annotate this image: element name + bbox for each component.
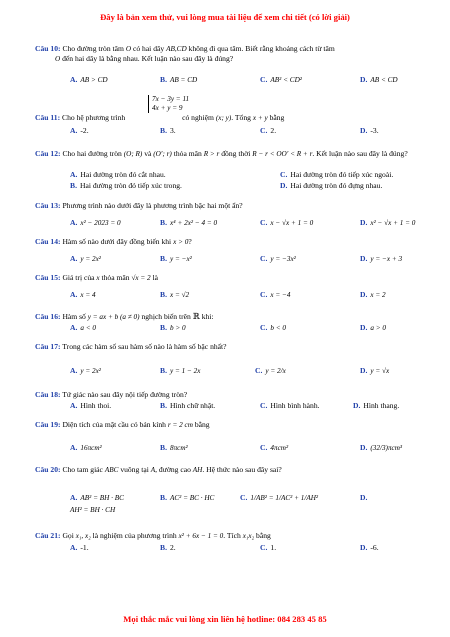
question-text: Giá trị của (62, 273, 95, 282)
question-text: không đi qua tâm. Biết rằng khoảng cách từ tâm (188, 44, 335, 53)
question-text: , đường cao (155, 465, 191, 474)
math-expr: x² + 6x − 1 = 0 (178, 532, 224, 540)
question-11 (35, 95, 435, 135)
option-d[interactable]: D. Hình thang. (353, 401, 400, 410)
option-a[interactable]: A. AB² = BH · BC (70, 493, 124, 502)
question-text: . Tổng (231, 113, 251, 122)
option-c[interactable]: C. Hai đường tròn đó tiếp xúc ngoài. (280, 170, 394, 179)
math-expr: (x; y) (215, 114, 232, 122)
hotline-notice: Mọi thắc mắc vui lòng xin liên hệ hotline: 084 283 45 85 (123, 614, 327, 624)
question-text: bằng (269, 113, 285, 122)
math-expr: R − r < OO′ < R + r (252, 150, 313, 158)
question-17 (35, 342, 435, 375)
option-a[interactable]: A. Hình thoi. (70, 401, 112, 410)
question-text: đến hai dây là bằng nhau. Kết luận nào sau đây là đúng? (62, 54, 234, 63)
question-18 (35, 390, 435, 410)
question-text: Hàm số (62, 312, 86, 321)
math-expr: y = ax + b (a ≠ 0) (87, 313, 140, 321)
question-number: Câu 10: (35, 44, 61, 53)
option-b[interactable]: B. x = √2 (160, 290, 190, 299)
math-expr: A (150, 466, 156, 474)
option-d[interactable]: D. y = √x (360, 366, 390, 375)
question-text: thỏa mãn (101, 273, 130, 282)
math-expr: ℝ (192, 311, 200, 321)
question-13 (35, 201, 435, 227)
option-d-label[interactable]: D. (360, 493, 368, 502)
equation-system: 7x − 3y = 11 4x + y = 9 (148, 95, 189, 113)
math-expr: x₁, x₂ (75, 532, 91, 540)
option-a[interactable]: A. x = 4 (70, 290, 96, 299)
question-text: Hàm số nào dưới đây đồng biến khi (62, 237, 172, 246)
option-d[interactable]: D. a > 0 (360, 323, 387, 332)
question-16 (35, 311, 435, 332)
option-b[interactable]: B. AB = CD (160, 75, 198, 84)
option-b[interactable]: B. Hai đường tròn đó tiếp xúc trong. (70, 181, 182, 190)
question-text: . Hệ thức nào sau đây sai? (202, 465, 282, 474)
math-expr: (O′; r) (153, 150, 172, 158)
option-c[interactable]: C. 4πcm² (260, 443, 289, 452)
math-expr: O (125, 45, 132, 53)
question-number: Câu 21: (35, 531, 61, 540)
option-d[interactable]: D. x² − √x + 1 = 0 (360, 218, 416, 227)
option-d[interactable]: D. x = 2 (360, 290, 386, 299)
option-d[interactable]: AH² = BH · CH (70, 506, 116, 514)
question-text: đồng thời (221, 149, 251, 158)
option-a[interactable]: A. 16πcm² (70, 443, 102, 452)
option-a[interactable]: A. Hai đường tròn đó cắt nhau. (70, 170, 166, 179)
question-text: là (152, 273, 159, 282)
option-d[interactable]: D. -6. (360, 543, 379, 552)
option-d[interactable]: D. Hai đường tròn đó đựng nhau. (280, 181, 383, 190)
option-c[interactable]: C. 1. (260, 543, 277, 552)
option-d[interactable]: D. AB < CD (360, 75, 398, 84)
question-number: Câu 13: (35, 201, 61, 210)
option-c[interactable]: C. x − √x + 1 = 0 (260, 218, 314, 227)
question-text: Cho đường tròn tâm (62, 44, 124, 53)
question-text: . Kết luận nào sau đây là đúng? (312, 149, 408, 158)
question-14 (35, 237, 435, 263)
option-d[interactable]: D. (32/3)πcm³ (360, 443, 403, 452)
question-text: bằng (256, 531, 271, 540)
question-text: bằng (194, 420, 210, 429)
preview-notice: Đây là bản xem thử, vui lòng mua tài liệu để xem chi tiết (có lời giải) (100, 12, 350, 22)
option-c[interactable]: C. x = −4 (260, 290, 291, 299)
math-expr: AH (192, 466, 203, 474)
question-number: Câu 11: (35, 113, 61, 122)
option-b[interactable]: B. x⁴ + 2x² − 4 = 0 (160, 218, 218, 227)
question-number: Câu 15: (35, 273, 61, 282)
question-text: có nghiệm (182, 113, 214, 122)
option-a[interactable]: A. a < 0 (70, 323, 97, 332)
math-expr: x₁x₂ (242, 532, 255, 540)
option-b[interactable]: B. AC² = BC · HC (160, 493, 215, 502)
question-text: thỏa mãn (173, 149, 202, 158)
option-a[interactable]: A. -1. (70, 543, 89, 552)
option-a[interactable]: A. y = 2x² (70, 366, 101, 375)
question-15 (35, 273, 435, 299)
question-12 (35, 149, 435, 190)
question-21 (35, 531, 435, 552)
question-text: vuông tại (120, 465, 149, 474)
math-expr: x + y (252, 114, 268, 122)
question-number: Câu 20: (35, 465, 61, 474)
option-a[interactable]: A. -2. (70, 126, 89, 135)
math-expr: √x = 2 (131, 274, 151, 282)
option-d[interactable]: D. -3. (360, 126, 379, 135)
question-text: là nghiệm của phương trình (92, 531, 177, 540)
question-text: Cho hai đường tròn (62, 149, 122, 158)
option-b[interactable]: B. b > 0 (160, 323, 186, 332)
question-text: Phương trình nào dưới đây là phương trình bậc hai một ẩn? (62, 201, 243, 210)
question-text: . Tích (223, 531, 241, 540)
question-number: Câu 19: (35, 420, 61, 429)
option-c[interactable]: C. y = 2/x (255, 366, 286, 375)
option-c[interactable]: C. b < 0 (260, 323, 287, 332)
option-b[interactable]: B. 8πcm² (160, 443, 188, 452)
option-c[interactable]: C. AB² < CD² (260, 75, 302, 84)
question-text: và (144, 149, 152, 158)
option-b[interactable]: B. y = 1 − 2x (160, 366, 201, 375)
question-number: Câu 14: (35, 237, 61, 246)
math-expr: ABC (104, 466, 119, 474)
math-expr: (O; R) (123, 150, 143, 158)
option-b[interactable]: B. 3. (160, 126, 176, 135)
option-a[interactable]: A. x² − 2023 = 0 (70, 218, 121, 227)
question-number: Câu 17: (35, 342, 61, 351)
math-expr: O (55, 55, 61, 63)
question-20 (35, 465, 435, 514)
math-expr: R > r (203, 150, 220, 158)
option-c[interactable]: C. 2. (260, 126, 277, 135)
question-number: Câu 16: (35, 312, 61, 321)
question-19 (35, 420, 435, 452)
question-number: Câu 12: (35, 149, 61, 158)
question-text: Cho hệ phương trình (62, 113, 126, 122)
question-text: nghịch biến trên (141, 312, 191, 321)
option-c[interactable]: C. y = −3x² (260, 254, 296, 263)
question-text: Tứ giác nào sau đây nội tiếp đường tròn? (62, 390, 188, 399)
question-10 (35, 44, 435, 84)
math-expr: x > 0 (173, 238, 189, 246)
option-b[interactable]: B. 2. (160, 543, 176, 552)
question-text: Trong các hàm số sau hàm số nào là hàm số bậc nhất? (62, 342, 227, 351)
question-text: khi: (201, 312, 214, 321)
option-b[interactable]: B. y = −x² (160, 254, 192, 263)
option-c[interactable]: C. 1/AB² = 1/AC² + 1/AH² (240, 493, 319, 502)
option-b[interactable]: B. Hình chữ nhật. (160, 401, 216, 410)
question-text: có hai dây (132, 44, 165, 53)
math-expr: AB,CD (166, 45, 187, 53)
question-text: Diện tích của mặt cầu có bán kính (62, 420, 166, 429)
math-expr: r = 2 cm (167, 421, 193, 429)
question-text: ? (188, 237, 192, 246)
math-expr: x (96, 274, 100, 282)
option-a[interactable]: A. y = 2x² (70, 254, 101, 263)
option-c[interactable]: C. Hình bình hành. (260, 401, 320, 410)
question-text: Cho tam giác (62, 465, 103, 474)
option-a[interactable]: A. AB > CD (70, 75, 108, 84)
option-d[interactable]: D. y = −x + 3 (360, 254, 403, 263)
question-number: Câu 18: (35, 390, 61, 399)
question-text: Gọi (62, 531, 74, 540)
